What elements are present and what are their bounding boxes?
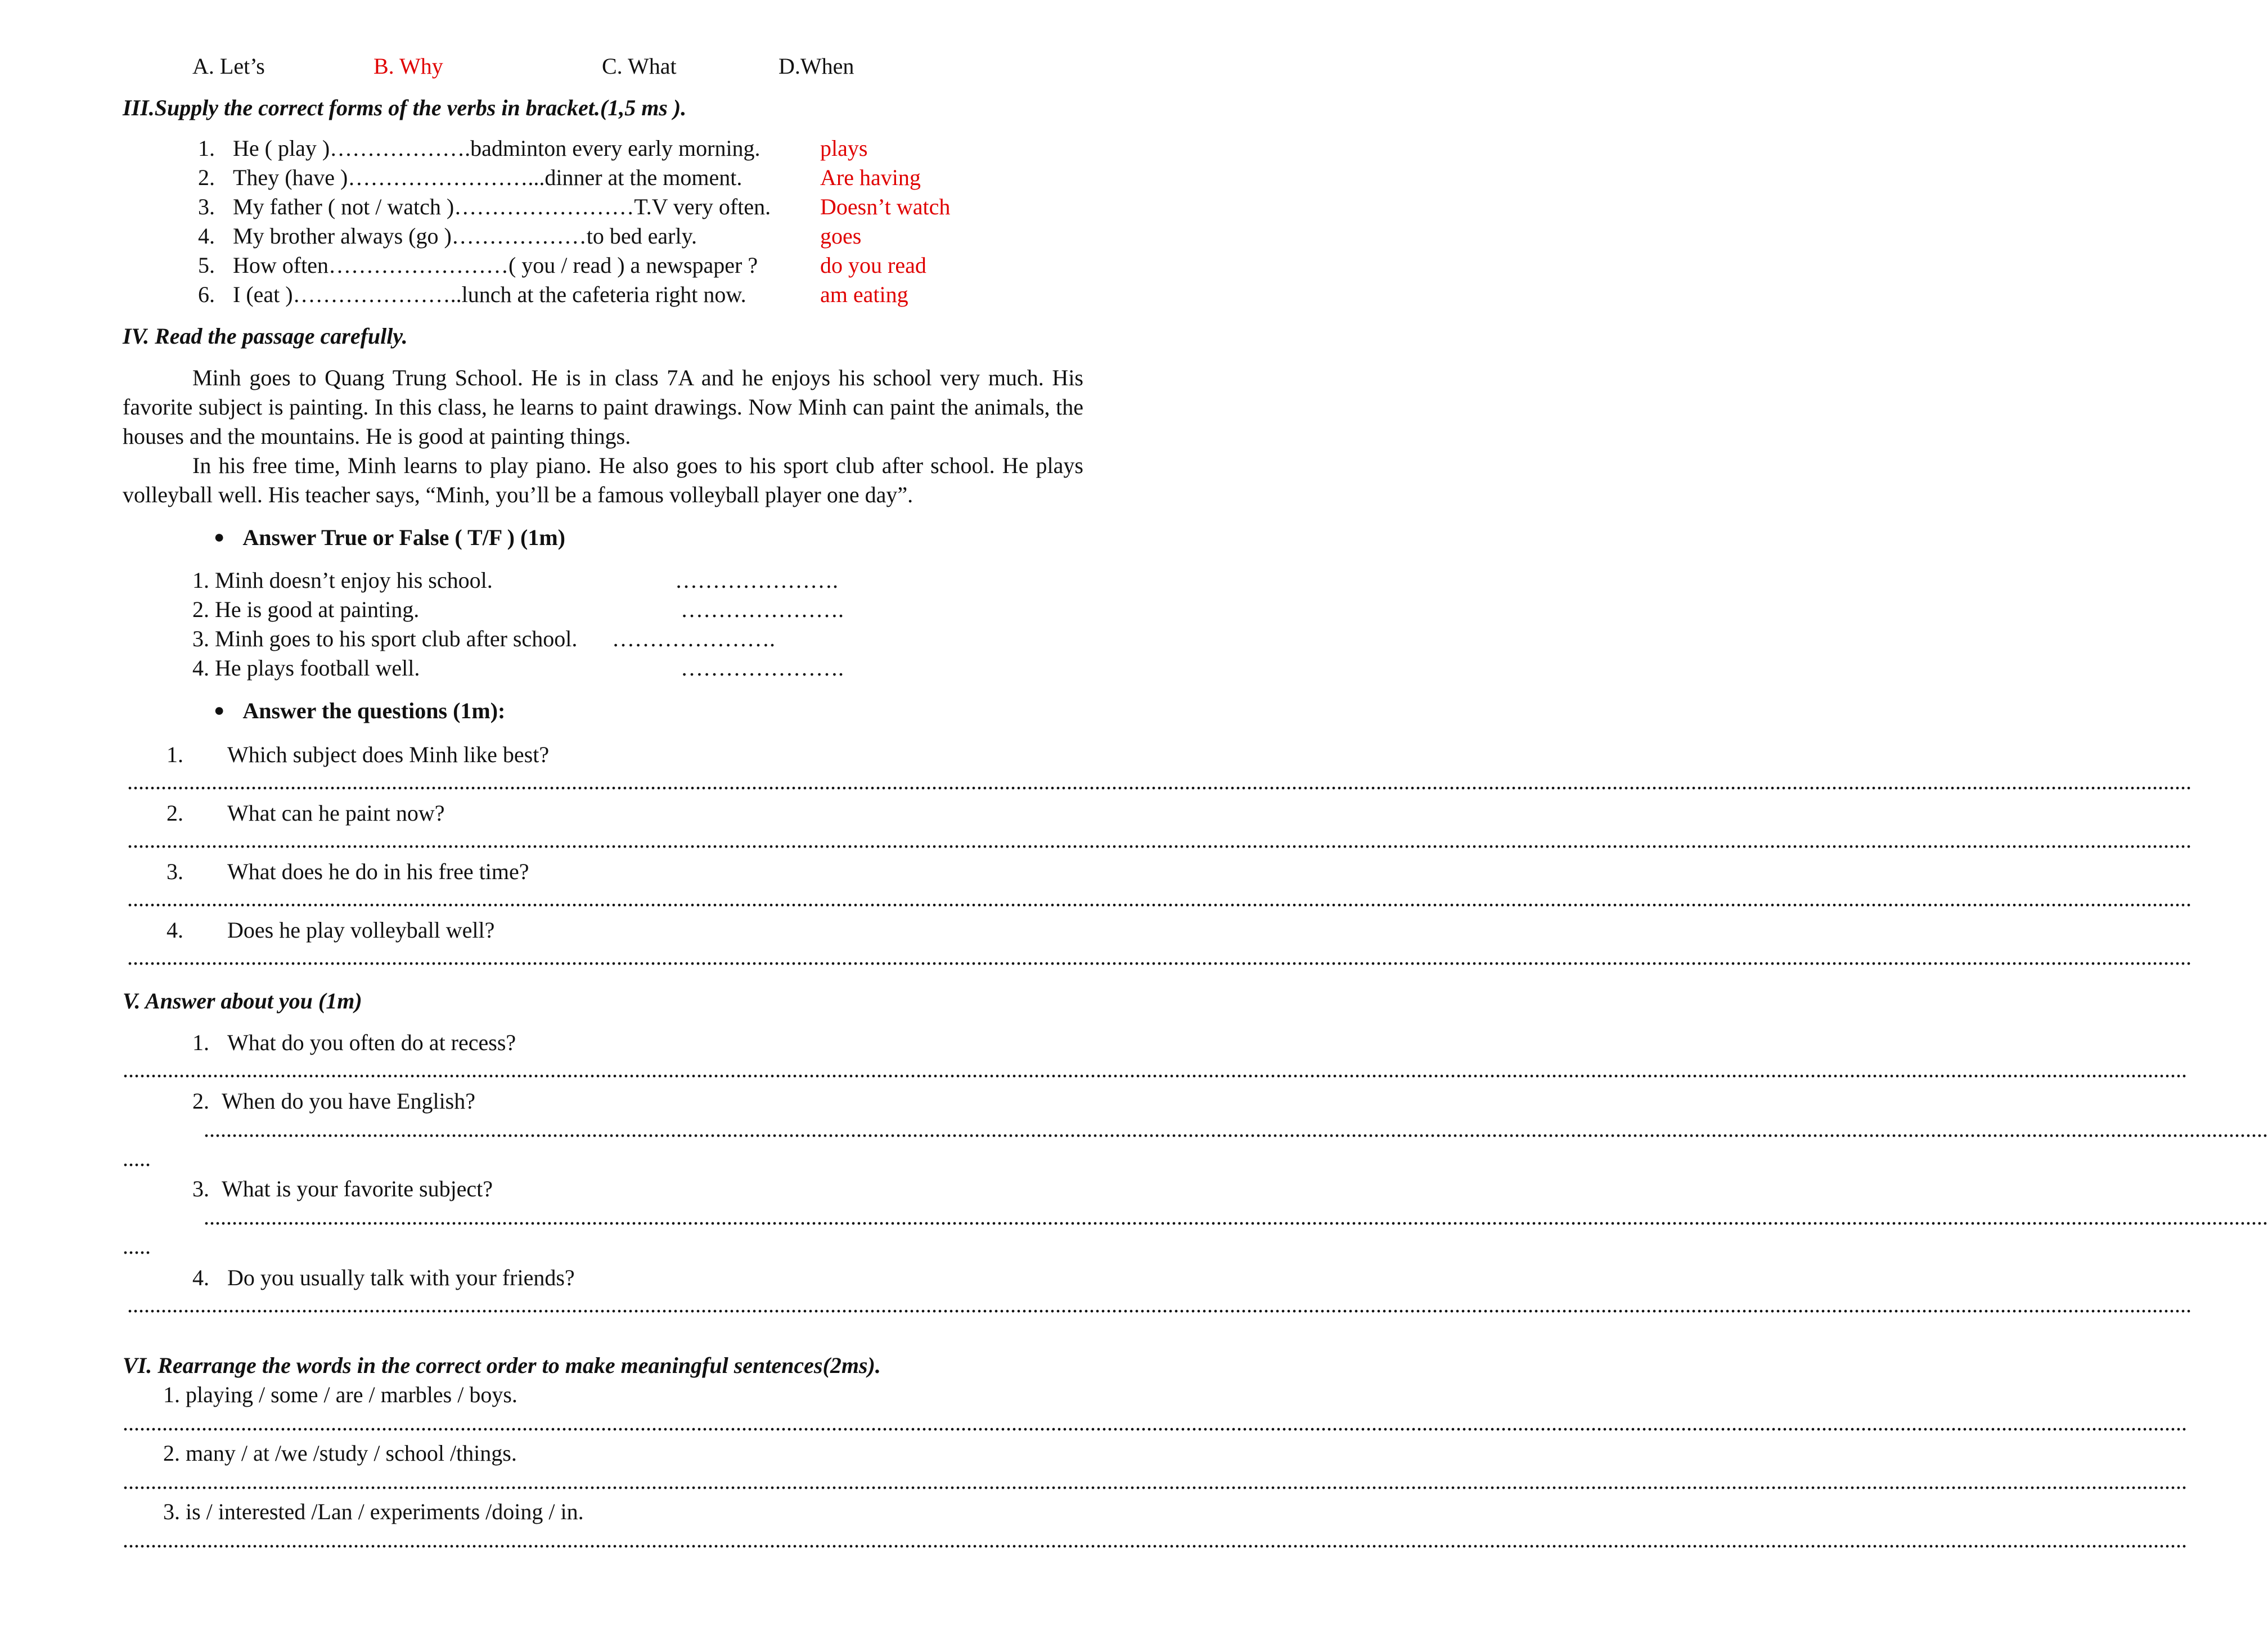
s3-item-num: 3. (198, 194, 215, 219)
questions-heading (214, 697, 505, 726)
s3-item-answer: do you read (820, 253, 926, 278)
s3-item-answer: Doesn’t watch (820, 194, 951, 219)
option-d: D.When (778, 53, 854, 79)
tf-item-blank[interactable]: …………………. (612, 626, 775, 651)
s3-item-num: 1. (198, 136, 215, 161)
tf-item-text: 3. Minh goes to his sport club after school. (192, 626, 578, 651)
s3-item-text: He ( play )……………….badminton every early morning. (233, 136, 760, 161)
answer-line-tail: ..... (123, 1233, 151, 1259)
s3-item-num: 4. (198, 223, 215, 249)
answer-line[interactable]: ............................................................................................................................................................................................................................................................................................................................................................................... (127, 1292, 2192, 1317)
answer-line[interactable]: ............................................................................................................................................................................................................................................................................................................................................................................... (204, 1116, 2268, 1142)
passage-text-2: In his free time, Minh learns to play piano. He also goes to his sport club after school. He plays volleyball well. His teacher says, “Minh, you’ll be a famous volleyball player one day”. (123, 453, 1083, 507)
question-num: 3. (192, 1176, 209, 1201)
question-num: 4. (192, 1265, 209, 1290)
tf-item-blank[interactable]: …………………. (681, 597, 844, 622)
s3-item-text: My brother always (go )………………to bed early. (233, 223, 697, 249)
passage-paragraph-1 (123, 363, 1083, 451)
question-text: What can he paint now? (227, 800, 445, 826)
tf-heading (214, 524, 565, 552)
section-3-title: III.Supply the correct forms of the verbs in bracket.(1,5 ms ). (123, 95, 687, 120)
answer-line-tail: ..... (123, 1146, 151, 1171)
answer-line[interactable]: ............................................................................................................................................................................................................................................................................................................................................................................... (127, 827, 2192, 853)
tf-item-text: 2. He is good at painting. (192, 597, 420, 622)
s3-item-text: How often……………………( you / read ) a newspaper ? (233, 253, 758, 278)
answer-line[interactable]: ............................................................................................................................................................................................................................................................................................................................................................................... (127, 944, 2192, 970)
answer-line[interactable]: ............................................................................................................................................................................................................................................................................................................................................................................... (127, 769, 2192, 794)
passage-text-1: Minh goes to Quang Trung School. He is in class 7A and he enjoys his school very much. His favorite subject is painting. In this class, he learns to paint drawings. Now Minh can paint the animals, the houses and the mountains. He is good at painting things. (123, 365, 1083, 449)
tf-item-text: 1. Minh doesn’t enjoy his school. (192, 568, 493, 593)
question-text: What do you often do at recess? (227, 1030, 516, 1055)
option-b-answer: B. Why (374, 53, 443, 79)
s3-item-text: My father ( not / watch )……………………T.V very often. (233, 194, 771, 219)
question-num: 4. (166, 917, 183, 943)
question-num: 3. (166, 859, 183, 884)
s3-item-answer: am eating (820, 282, 908, 307)
option-c: C. What (602, 53, 677, 79)
s3-item-num: 5. (198, 253, 215, 278)
rearrange-item: 3. is / interested /Lan / experiments /doing / in. (163, 1499, 584, 1524)
question-text: What is your favorite subject? (222, 1176, 493, 1201)
question-text: What does he do in his free time? (227, 859, 529, 884)
rearrange-item: 1. playing / some / are / marbles / boys. (163, 1382, 518, 1407)
answer-line[interactable]: ............................................................................................................................................................................................................................................................................................................................................................................... (123, 1527, 2187, 1552)
tf-item-blank[interactable]: …………………. (681, 655, 844, 681)
question-text: When do you have English? (222, 1088, 475, 1114)
s3-item-answer: goes (820, 223, 862, 249)
passage-paragraph-2 (123, 451, 1083, 510)
tf-item-text: 4. He plays football well. (192, 655, 420, 681)
question-text: Do you usually talk with your friends? (227, 1265, 575, 1290)
answer-line[interactable]: ............................................................................................................................................................................................................................................................................................................................................................................... (123, 1057, 2187, 1082)
rearrange-item: 2. many / at /we /study / school /things. (163, 1440, 517, 1466)
s3-item-num: 2. (198, 165, 215, 190)
questions-heading-text: Answer the questions (1m): (242, 698, 506, 723)
answer-line[interactable]: ............................................................................................................................................................................................................................................................................................................................................................................... (204, 1204, 2268, 1230)
answer-line[interactable]: ............................................................................................................................................................................................................................................................................................................................................................................... (123, 1469, 2187, 1494)
answer-line[interactable]: ............................................................................................................................................................................................................................................................................................................................................................................... (123, 1410, 2187, 1435)
answer-line[interactable]: ............................................................................................................................................................................................................................................................................................................................................................................... (127, 886, 2192, 911)
question-num: 1. (192, 1030, 209, 1055)
question-num: 2. (192, 1088, 209, 1114)
section-5-title: V. Answer about you (1m) (123, 988, 362, 1014)
question-text: Does he play volleyball well? (227, 917, 495, 943)
tf-heading-text: Answer True or False ( T/F ) (1m) (242, 525, 565, 550)
s3-item-text: I (eat )…………………..lunch at the cafeteria right now. (233, 282, 746, 307)
section-6-title: VI. Rearrange the words in the correct order to make meaningful sentences(2ms). (123, 1353, 881, 1378)
s3-item-answer: Are having (820, 165, 921, 190)
s3-item-answer: plays (820, 136, 868, 161)
bullet-icon: ● (214, 526, 225, 547)
question-text: Which subject does Minh like best? (227, 742, 550, 767)
s3-item-num: 6. (198, 282, 215, 307)
tf-item-blank[interactable]: …………………. (675, 568, 838, 593)
section-4-title: IV. Read the passage carefully. (123, 323, 408, 349)
question-num: 1. (166, 742, 183, 767)
bullet-icon: ● (214, 700, 225, 720)
s3-item-text: They (have )……………………...dinner at the moment. (233, 165, 742, 190)
option-a: A. Let’s (192, 53, 265, 79)
question-num: 2. (166, 800, 183, 826)
